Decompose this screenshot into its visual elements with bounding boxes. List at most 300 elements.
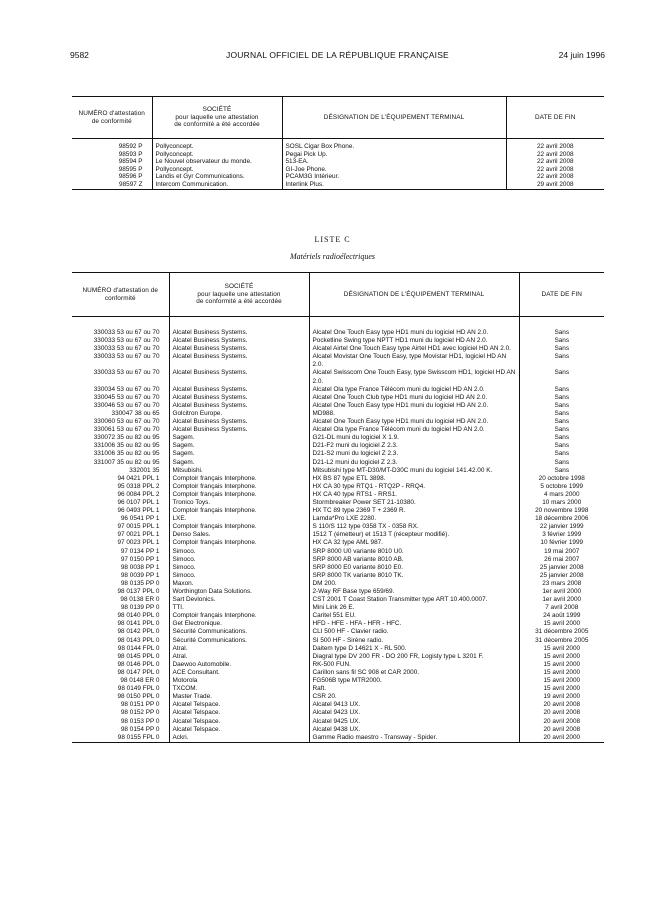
table-row (72, 329, 604, 337)
cell-designation: Alcatel 9425 UX. (309, 718, 519, 726)
cell-designation: DM 200. (309, 580, 519, 588)
cell-designation: Mini Link 26 E. (309, 604, 519, 612)
cell-designation: CSR 20. (309, 693, 519, 701)
cell-date-fin: 1er avril 2000 (519, 588, 604, 596)
cell-date-fin: 18 décembre 2006 (519, 515, 604, 523)
column-header-designation: DÉSIGNATION DE L'ÉQUIPEMENT TERMINAL (282, 97, 506, 139)
list-title: LISTE C (314, 235, 351, 244)
cell-societe: Get Electronique. (169, 620, 309, 628)
cell-date-fin: 20 novembre 1998 (519, 507, 604, 515)
cell-numero: 98596 P (118, 173, 143, 181)
cell-designation: SRP 8000 U0 variante 8010 U0. (309, 548, 519, 556)
cell-societe: Sécurité Communications. (169, 637, 309, 645)
cell-date-fin: Sans (519, 329, 604, 337)
cell-designation: Raft. (309, 685, 519, 693)
column-header-societe-line2: pour laquelle une attestation (175, 113, 259, 121)
cell-societe: Alcatel Business Systems. (169, 369, 309, 385)
cell-numero: 330072 35 ou 82 ou 95 (93, 434, 160, 442)
cell-designation: HX CA 32 type AML 987. (309, 539, 519, 547)
table-row (72, 612, 604, 620)
column-header-societe-line3: de conformité a été accordée (174, 121, 260, 129)
cell-societe: Alcatel Business Systems. (169, 426, 309, 434)
cell-date-fin: 25 janvier 2008 (519, 572, 604, 580)
cell-societe: Simoco. (169, 564, 309, 572)
cell-numero: 330033 53 ou 67 ou 70 (93, 353, 160, 361)
cell-societe: Alcatel Telspace. (169, 701, 309, 709)
cell-date-fin: Sans (519, 467, 604, 475)
cell-designation: Alcatel One Touch Easy type HD1 muni du logiciel HD AN 2.0. (309, 329, 519, 337)
table-row (72, 637, 604, 645)
cell-numero: 98 0153 PP 0 (120, 717, 160, 725)
cell-numero: 95 0318 PPL 2 (117, 482, 160, 490)
cell-date-fin: 1er avril 2000 (519, 596, 604, 604)
cell-date-fin: 20 avril 2008 (519, 726, 604, 734)
cell-societe: Atral. (169, 653, 309, 661)
cell-numero: 96 0107 PPL 1 (117, 498, 160, 506)
cell-designation: HFD - HFE - HFA - HFR - HFC. (309, 620, 519, 628)
cell-date-fin: 29 avril 2008 (506, 181, 604, 189)
spacer-cell (72, 317, 169, 330)
table-row (72, 173, 604, 181)
cell-societe: Pollyconcept. (152, 151, 282, 159)
cell-designation: MD988. (309, 410, 519, 418)
cell-date-fin: 19 avril 2000 (519, 693, 604, 701)
table-row (72, 151, 604, 159)
cell-designation: Alcatel 9423 UX. (309, 709, 519, 717)
table-row (72, 669, 604, 677)
table-row (72, 491, 604, 499)
cell-societe: Comptoir français Interphone. (169, 539, 309, 547)
cell-numero: 330060 53 ou 67 ou 70 (93, 418, 160, 426)
cell-date-fin: Sans (519, 442, 604, 450)
cell-designation: GI-Joe Phone. (282, 166, 506, 174)
cell-societe: Alcatel Business Systems. (169, 353, 309, 369)
table-row (72, 620, 604, 628)
cell-societe: Comptoir français Interphone. (169, 612, 309, 620)
cell-date-fin: 4 mars 2000 (519, 491, 604, 499)
cell-societe: Tronico Toys. (169, 499, 309, 507)
cell-numero: 98 0149 FPL 0 (117, 685, 160, 693)
table-row (72, 661, 604, 669)
table-row (72, 628, 604, 636)
cell-designation: S 110/S 112 type 0358 TX - 0358 RX. (309, 523, 519, 531)
cell-societe: Golcitron Europe. (169, 410, 309, 418)
cell-date-fin: 22 avril 2008 (506, 158, 604, 166)
cell-designation: D21-S2 muni du logiciel Z 2.3. (309, 450, 519, 458)
table-row (72, 394, 604, 402)
cell-date-fin: Sans (519, 394, 604, 402)
cell-numero: 330033 53 ou 67 ou 70 (93, 329, 160, 336)
cell-designation: RK-500 FUN. (309, 661, 519, 669)
cell-designation: SI 500 HF - Sirène radio. (309, 637, 519, 645)
table-row (72, 410, 604, 418)
spacer-cell (169, 317, 309, 330)
cell-designation: SRP 8000 AB variante 8010 AB. (309, 556, 519, 564)
cell-date-fin: 22 avril 2008 (506, 166, 604, 174)
cell-numero: 330061 53 ou 67 ou 70 (93, 426, 160, 434)
table-row (72, 734, 604, 743)
cell-date-fin: 31 décembre 2005 (519, 628, 604, 636)
page-number: 9582 (70, 50, 89, 60)
issue-date: 24 juin 1996 (558, 50, 605, 60)
cell-designation: Carillon sans fil SC 908 et CAR 2000. (309, 669, 519, 677)
table-row (72, 580, 604, 588)
cell-numero: 98 0139 PP 0 (120, 604, 160, 612)
cell-numero: 96 0493 PPL 1 (117, 507, 160, 515)
cell-date-fin: Sans (519, 369, 604, 385)
cell-numero: 98595 P (118, 165, 143, 173)
cell-date-fin: 15 avril 2000 (519, 620, 604, 628)
table-row (72, 531, 604, 539)
cell-designation: Alcatel 9413 UX. (309, 701, 519, 709)
cell-date-fin: 20 avril 2008 (519, 718, 604, 726)
table-header-row (72, 97, 604, 139)
cell-numero: 98 0143 PPL 0 (117, 636, 160, 644)
cell-societe: Landis et Gyr Communications. (152, 173, 282, 181)
cell-societe: Daewoo Automobile. (169, 661, 309, 669)
cell-date-fin: Sans (519, 418, 604, 426)
cell-designation: Interlink Plus. (282, 181, 506, 189)
cell-societe: Maxon. (169, 580, 309, 588)
table-row (72, 386, 604, 394)
cell-numero: 331006 35 ou 82 ou 95 (93, 450, 160, 458)
cell-numero: 98 0145 PPL 0 (117, 652, 160, 660)
cell-societe: Alcatel Telspace. (169, 718, 309, 726)
cell-numero: 94 0421 PPL 1 (117, 474, 160, 482)
table-row (72, 434, 604, 442)
cell-societe: Simoco. (169, 572, 309, 580)
cell-societe: Alcatel Business Systems. (169, 337, 309, 345)
cell-societe: Atral. (169, 645, 309, 653)
cell-numero: 98 0038 PP 1 (120, 563, 160, 571)
cell-date-fin: 22 avril 2008 (506, 173, 604, 181)
table-row (72, 483, 604, 491)
column-header-societe (152, 97, 282, 139)
cell-date-fin: 20 avril 2000 (519, 734, 604, 743)
cell-numero: 331007 35 ou 82 ou 95 (93, 458, 160, 466)
cell-date-fin: 22 janvier 1999 (519, 523, 604, 531)
cell-date-fin: 23 mars 2008 (519, 580, 604, 588)
cell-date-fin: 20 avril 2008 (519, 701, 604, 709)
cell-numero: 98 0138 ER 0 (120, 596, 160, 604)
cell-societe: Worthington Data Solutions. (169, 588, 309, 596)
cell-societe: Alcatel Business Systems. (169, 402, 309, 410)
column-header-numero: NUMÉRO d'attestation de conformité (72, 273, 169, 317)
cell-numero: 98 0141 PPL 0 (117, 620, 160, 628)
radio-equipment-table (72, 272, 604, 743)
table-row (72, 523, 604, 531)
cell-societe: Pollyconcept. (152, 166, 282, 174)
cell-societe: Comptoir français Interphone. (169, 507, 309, 515)
cell-designation: 513-EA. (282, 158, 506, 166)
cell-numero: 330034 53 ou 67 ou 70 (93, 385, 160, 393)
column-header-designation: DÉSIGNATION DE L'ÉQUIPEMENT TERMINAL (309, 273, 519, 317)
cell-societe: TXCOM. (169, 685, 309, 693)
column-header-societe-line1: SOCIÉTÉ (202, 106, 232, 114)
cell-designation: CST 2001 T Coast Station Transmitter type ART 10.400.0007. (309, 596, 519, 604)
table-row (72, 353, 604, 369)
table-row (72, 572, 604, 580)
cell-designation: Lamda*Pro LXE 2280. (309, 515, 519, 523)
cell-numero: 98 0147 PPL 0 (117, 668, 160, 676)
cell-date-fin: 10 mars 2000 (519, 499, 604, 507)
cell-societe: Comptoir français Interphone. (169, 491, 309, 499)
cell-designation: Alcatel Swisscom One Touch Easy, type Swisscom HD1, logiciel HD AN 2.0. (309, 369, 519, 385)
cell-date-fin: 15 avril 2000 (519, 645, 604, 653)
journal-title: JOURNAL OFFICIEL DE LA RÉPUBLIQUE FRANÇAISE (226, 50, 449, 60)
table-row (72, 726, 604, 734)
cell-date-fin: 26 mai 2007 (519, 556, 604, 564)
cell-societe: Alcatel Business Systems. (169, 394, 309, 402)
cell-designation: Pocketline Swing type NPTT HD1 muni du logiciel HD AN 2.0. (309, 337, 519, 345)
cell-numero: 330046 53 ou 67 ou 70 (93, 401, 160, 409)
table-row (72, 369, 604, 385)
cell-designation: Mitsubishi type MT-D30/MT-D30C muni du logiciel 141.42.00 K. (309, 467, 519, 475)
cell-date-fin: 3 février 1999 (519, 531, 604, 539)
cell-designation: Pegai Pick Up. (282, 151, 506, 159)
cell-designation: Caritel 551 EU. (309, 612, 519, 620)
table-row (72, 158, 604, 166)
cell-societe: Le Nouvel observateur du monde. (152, 158, 282, 166)
cell-numero: 330047 38 ou 65 (111, 409, 160, 417)
column-header-date-fin: DATE DE FIN (519, 273, 604, 317)
spacer-cell (519, 317, 604, 330)
cell-date-fin: 5 octobre 1999 (519, 483, 604, 491)
cell-societe: Alcatel Telspace. (169, 726, 309, 734)
table-row (72, 337, 604, 345)
table-row (72, 677, 604, 685)
table-row (72, 596, 604, 604)
cell-date-fin: Sans (519, 353, 604, 369)
table-row (72, 143, 604, 151)
cell-designation: Alcatel Ola type France Télécom muni du logiciel HD AN 2.0. (309, 386, 519, 394)
cell-date-fin: Sans (519, 450, 604, 458)
table-row (72, 556, 604, 564)
cell-designation: HX CA 40 type RTS1 - RRS1. (309, 491, 519, 499)
column-header-societe-line1: SOCIÉTÉ (224, 283, 254, 291)
cell-numero: 98594 P (118, 158, 143, 166)
table-row (72, 467, 604, 475)
cell-societe: Sagem. (169, 450, 309, 458)
cell-date-fin: Sans (519, 337, 604, 345)
table-row (72, 402, 604, 410)
cell-numero: 97 0150 PP 1 (120, 555, 160, 563)
cell-date-fin: Sans (519, 434, 604, 442)
cell-numero: 98 0154 PP 0 (120, 725, 160, 733)
table-row (72, 181, 604, 189)
cell-numero: 97 0015 PPL 1 (117, 523, 160, 531)
cell-numero: 330033 53 ou 67 ou 70 (93, 337, 160, 345)
cell-numero: 97 0134 PP 1 (120, 547, 160, 555)
table-row (72, 459, 604, 467)
cell-date-fin: 22 avril 2008 (506, 143, 604, 151)
cell-date-fin: 15 avril 2000 (519, 677, 604, 685)
table-row (72, 426, 604, 434)
cell-numero: 96 0541 PP 1 (120, 515, 160, 523)
cell-numero: 98 0137 PPL 0 (117, 588, 160, 595)
table-row (72, 166, 604, 174)
cell-numero: 98 0151 PP 0 (120, 701, 160, 709)
cell-numero: 330033 53 ou 67 ou 70 (93, 345, 160, 353)
table-body (72, 317, 604, 743)
cell-designation: Daitem type D 14621 X - RL 500. (309, 645, 519, 653)
table-row (72, 442, 604, 450)
cell-numero: 98597 Z (119, 180, 143, 188)
table-row (72, 418, 604, 426)
cell-societe: Comptoir français Interphone. (169, 475, 309, 483)
cell-societe: Denso Sales. (169, 531, 309, 539)
table-row (72, 548, 604, 556)
cell-societe: Alcatel Business Systems. (169, 329, 309, 337)
cell-numero: 98593 P (118, 150, 143, 158)
cell-date-fin: 19 mai 2007 (519, 548, 604, 556)
table-row (72, 450, 604, 458)
cell-societe: Comptoir français Interphone. (169, 483, 309, 491)
cell-designation: Alcatel One Touch Easy type HD1 muni du logiciel HD AN 2.0. (309, 402, 519, 410)
table-row (72, 564, 604, 572)
cell-societe: LXE. (169, 515, 309, 523)
cell-designation: HX BS 87 type ETL 3898. (309, 475, 519, 483)
cell-date-fin: 22 avril 2008 (506, 151, 604, 159)
cell-numero: 98 0039 PP 1 (120, 571, 160, 579)
cell-numero: 97 0021 PPL 1 (117, 531, 160, 539)
cell-designation: D21-F2 muni du logiciel Z 2.3. (309, 442, 519, 450)
cell-numero: 98 0140 PPL 0 (117, 612, 160, 620)
cell-designation: Alcatel One Touch Easy type HD1 muni du logiciel HD AN 2.0. (309, 418, 519, 426)
cell-numero: 98 0152 PP 0 (120, 709, 160, 717)
table-row (72, 588, 604, 596)
cell-date-fin: 15 avril 2000 (519, 669, 604, 677)
table-row (72, 475, 604, 483)
cell-societe: Alcatel Telspace. (169, 709, 309, 717)
cell-date-fin: Sans (519, 345, 604, 353)
cell-societe: Alcatel Business Systems. (169, 345, 309, 353)
column-header-societe-line3: de conformité a été accordée (196, 298, 282, 306)
cell-numero: 98 0148 ER 0 (120, 677, 160, 685)
cell-designation: Diagral type DV 200 FR - DO 200 FR, Logisty type L 3201 F. (309, 653, 519, 661)
cell-numero: 332001 35 (129, 466, 160, 474)
cell-designation: Alcatel Movistar One Touch Easy, type Movistar HD1, logiciel HD AN 2.0. (309, 353, 519, 369)
cell-designation: SOSL Cigar Box Phone. (282, 143, 506, 151)
column-header-societe-line2: pour laquelle une attestation (197, 290, 281, 298)
cell-designation: Alcatel One Touch Club type HD1 muni du logiciel HD AN 2.0. (309, 394, 519, 402)
table-row (72, 701, 604, 709)
cell-designation: 1512 T (émetteur) et 1513 T (récepteur modifié). (309, 531, 519, 539)
cell-designation: Alcatel 9438 UX. (309, 726, 519, 734)
spacer-cell (309, 317, 519, 330)
cell-societe: Alcatel Business Systems. (169, 386, 309, 394)
cell-numero: 98592 P (118, 143, 143, 150)
cell-numero: 98 0146 PPL 0 (117, 660, 160, 668)
cell-societe: ACE Consultant. (169, 669, 309, 677)
table-row (72, 539, 604, 547)
table-row (72, 515, 604, 523)
cell-designation: Alcatel Ola type France Télécom muni du logiciel HD AN 2.0. (309, 426, 519, 434)
cell-date-fin: 20 octobre 1998 (519, 475, 604, 483)
table-row (72, 499, 604, 507)
cell-date-fin: Sans (519, 402, 604, 410)
cell-date-fin: 15 avril 2000 (519, 661, 604, 669)
cell-designation: PCAM3G Intérieur. (282, 173, 506, 181)
cell-numero: 96 0084 PPL 2 (117, 490, 160, 498)
cell-date-fin: 31 décembre 2005 (519, 637, 604, 645)
cell-societe: Pollyconcept. (152, 143, 282, 151)
table-row (72, 645, 604, 653)
cell-numero: 330033 53 ou 67 ou 70 (93, 369, 160, 377)
cell-date-fin: 24 août 1999 (519, 612, 604, 620)
list-subtitle: Matériels radioélectriques (289, 252, 376, 261)
cell-societe: Master Trade. (169, 693, 309, 701)
column-header-societe (169, 273, 309, 317)
cell-numero: 98 0142 PPL 0 (117, 628, 160, 636)
table-row (72, 693, 604, 701)
cell-designation: Stormbreaker Power SET 21-10380. (309, 499, 519, 507)
cell-numero: 331006 35 ou 82 ou 95 (93, 442, 160, 450)
cell-date-fin: 25 janvier 2008 (519, 564, 604, 572)
cell-designation: Alcatel Airtel One Touch Easy type Airtel HD1 avec logiciel HD AN 2.0. (309, 345, 519, 353)
cell-societe: TTI. (169, 604, 309, 612)
cell-societe: Sécurité Communications. (169, 628, 309, 636)
table-row (72, 653, 604, 661)
cell-societe: Motorola (169, 677, 309, 685)
cell-date-fin: 15 avril 2000 (519, 653, 604, 661)
table-body (72, 139, 604, 190)
cell-designation: D21-L2 muni du logiciel Z 2.3. (309, 459, 519, 467)
cell-date-fin: 15 avril 2000 (519, 685, 604, 693)
cell-date-fin: 7 avril 2008 (519, 604, 604, 612)
cell-numero: 98 0150 PPL 0 (117, 693, 160, 701)
column-header-numero: NUMÉRO d'attestation de conformité (72, 97, 152, 139)
cell-date-fin: Sans (519, 459, 604, 467)
cell-societe: Sagem. (169, 442, 309, 450)
page-header (70, 50, 605, 64)
cell-designation: HX CA 30 type RTQ1 - RTQ2P - RRQ4. (309, 483, 519, 491)
table-row (72, 709, 604, 717)
cell-designation: HX TC 89 type 2369 T + 2369 R. (309, 507, 519, 515)
cell-societe: Comptoir français Interphone. (169, 523, 309, 531)
cell-designation: FG506B type MTR2000. (309, 677, 519, 685)
table-row (72, 507, 604, 515)
cell-societe: Alcatel Business Systems. (169, 418, 309, 426)
table-row (72, 604, 604, 612)
cell-societe: Ackri. (169, 734, 309, 743)
cell-numero: 98 0144 FPL 0 (117, 644, 160, 652)
table-row (72, 685, 604, 693)
cell-date-fin: Sans (519, 386, 604, 394)
cell-numero: 98 0135 PP 0 (120, 579, 160, 587)
cell-date-fin: 10 février 1999 (519, 539, 604, 547)
spacer-row (72, 317, 604, 330)
cell-designation: Gamme Radio maestro - Transway - Spider. (309, 734, 519, 743)
cell-numero: 97 0023 PPL 1 (117, 539, 160, 547)
cell-societe: Sagem. (169, 459, 309, 467)
terminal-equipment-table (72, 96, 604, 190)
table-header-row (72, 273, 604, 317)
cell-societe: Sagem. (169, 434, 309, 442)
cell-societe: Sart Devlonics. (169, 596, 309, 604)
cell-societe: Intercom Communication. (152, 181, 282, 189)
cell-designation: G21-DL muni du logiciel X 1.9. (309, 434, 519, 442)
cell-societe: Simoco. (169, 556, 309, 564)
cell-societe: Simoco. (169, 548, 309, 556)
cell-societe: Mitsubishi. (169, 467, 309, 475)
table-row (72, 345, 604, 353)
cell-designation: 2-Way RF Base type 659/69. (309, 588, 519, 596)
cell-numero: 98 0155 FPL 0 (117, 733, 160, 741)
cell-designation: SRP 8000 E0 variante 8010 E0. (309, 564, 519, 572)
column-header-date-fin: DATE DE FIN (506, 97, 604, 139)
table-row (72, 718, 604, 726)
